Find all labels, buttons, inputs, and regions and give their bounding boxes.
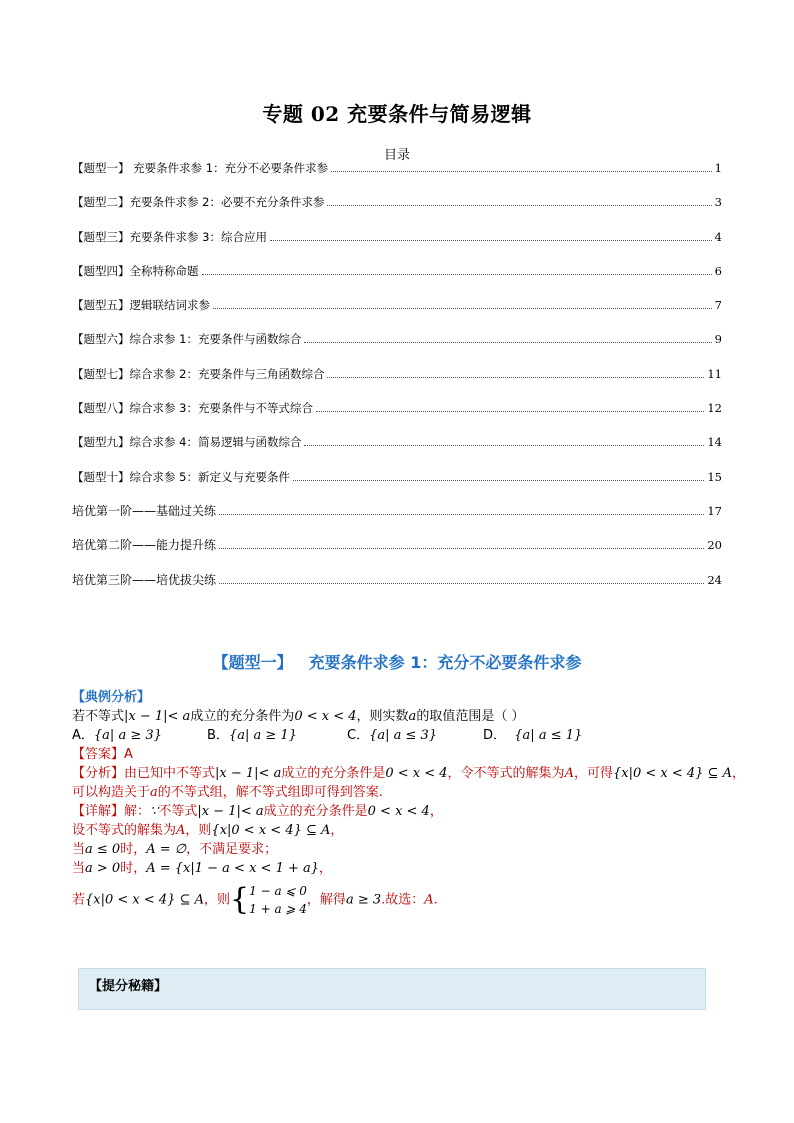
- detail-tag: 【详解】: [72, 804, 125, 819]
- detail-math: |x − 1|< a: [197, 804, 264, 819]
- toc-leader-dots: [304, 445, 704, 446]
- detail-text: ，: [319, 861, 333, 876]
- example-tag: 【典例分析】: [72, 690, 151, 705]
- toc-item[interactable]: [72, 432, 722, 466]
- toc-item-label: 【题型一】 充要条件求参 1：充分不必要条件求参: [72, 161, 329, 175]
- toc-item-page: 24: [707, 572, 722, 587]
- toc-item-page: 6: [714, 263, 722, 278]
- answer-tag: 【答案】: [72, 747, 125, 762]
- toc-leader-dots: [219, 514, 704, 515]
- system-line: 1 + a ⩾ 4: [249, 901, 307, 916]
- detail-math: A = {x|1 − a < x < 1 + a}: [146, 861, 320, 876]
- toc-item-label: 【题型二】充要条件求参 2：必要不充分条件求参: [72, 195, 325, 210]
- choice-letter: C．: [347, 728, 370, 743]
- question-math: |x − 1|< a: [124, 709, 191, 724]
- detail-math: a ≥ 3: [345, 892, 382, 908]
- choice-d: [483, 726, 623, 745]
- detail-text: 若: [72, 892, 86, 908]
- detail-text: ，: [429, 804, 443, 819]
- choice-a: [72, 726, 207, 745]
- inequality-system: [230, 880, 307, 920]
- analysis-text: ，令不等式的解集为: [447, 766, 565, 781]
- section-tag: 【题型一】: [212, 653, 293, 672]
- detail-math: {x|0 < x < 4} ⊆ A: [85, 892, 205, 908]
- detail-text: .故选：: [381, 892, 425, 908]
- detail-math: ∵: [150, 804, 159, 819]
- toc-item[interactable]: [72, 227, 722, 261]
- toc-item[interactable]: [72, 467, 722, 501]
- toc-item[interactable]: [72, 364, 722, 398]
- question-line: [72, 707, 732, 726]
- toc-leader-dots: [270, 240, 712, 241]
- detail-text: 设不等式的解集为: [72, 823, 177, 838]
- brace-symbol: {: [230, 881, 250, 917]
- toc-item[interactable]: [72, 261, 722, 295]
- toc-item-page: 7: [714, 298, 722, 313]
- detail-line-4: [72, 859, 732, 878]
- toc-item-page: 17: [707, 503, 722, 518]
- detail-line-3: [72, 840, 732, 859]
- choice-c: [347, 726, 483, 745]
- page-title: 专题 02 充要条件与简易逻辑: [262, 102, 532, 126]
- toc-item-label: 【题型六】综合求参 1：充要条件与函数综合: [72, 332, 302, 347]
- choice-text: {a| a ≥ 1}: [228, 728, 297, 743]
- toc-item-label: 【题型四】全称特称命题: [72, 263, 199, 278]
- choice-text: {a| a ≤ 3}: [369, 728, 438, 743]
- analysis-line-2: [72, 783, 732, 802]
- toc-item[interactable]: [72, 192, 722, 226]
- detail-math: 0 < x < 4: [367, 804, 430, 819]
- toc-leader-dots: [316, 411, 704, 412]
- toc-item[interactable]: [72, 501, 722, 535]
- toc-heading: 目录: [383, 148, 410, 163]
- analysis-text: ，可得: [573, 766, 613, 781]
- question-math: 0 < x < 4: [294, 709, 357, 724]
- analysis-text: ，: [731, 766, 745, 781]
- question-text: 成立的充分条件为: [190, 709, 295, 724]
- analysis-math: a: [150, 785, 158, 800]
- analysis-text: 的不等式组，解不等式组即可得到答案.: [157, 785, 383, 800]
- detail-line-2: [72, 821, 732, 840]
- detail-text: 解：: [124, 804, 151, 819]
- detail-math: a ≤ 0: [85, 842, 121, 857]
- toc-item-page: 15: [707, 469, 722, 484]
- toc-item-page: 20: [707, 538, 722, 553]
- toc-item-page: 3: [714, 195, 722, 210]
- analysis-math: {x|0 < x < 4} ⊆ A: [612, 766, 732, 781]
- analysis-text: 可以构造关于: [72, 785, 151, 800]
- analysis-tag: 【分析】: [72, 766, 125, 781]
- choice-letter: B．: [207, 728, 229, 743]
- example-content: [72, 688, 745, 920]
- analysis-math: |x − 1|< a: [215, 766, 282, 781]
- toc-leader-dots: [304, 342, 711, 343]
- section-title: [0, 650, 794, 673]
- detail-line-5: [72, 880, 732, 920]
- detail-math: A = ∅: [146, 842, 187, 857]
- toc-item[interactable]: [72, 398, 722, 432]
- toc-leader-dots: [327, 205, 711, 206]
- analysis-math: 0 < x < 4: [385, 766, 448, 781]
- question-text: 的取值范围是（ ）: [416, 709, 525, 724]
- detail-math: a > 0: [85, 861, 121, 876]
- toc-item-page: 14: [707, 435, 722, 450]
- analysis-line-1: [72, 764, 745, 783]
- section-title-text: 充要条件求参 1：充分不必要条件求参: [308, 653, 582, 672]
- detail-math: {x|0 < x < 4} ⊆ A: [211, 823, 331, 838]
- toc-item-label: 【题型十】综合求参 5：新定义与充要条件: [72, 469, 290, 484]
- toc-item-page: 11: [707, 366, 722, 381]
- detail-text: ，则: [185, 823, 212, 838]
- tip-box: [78, 968, 706, 1010]
- detail-text: ，解得: [306, 892, 346, 908]
- detail-text: 时，: [120, 842, 147, 857]
- toc-leader-dots: [293, 480, 704, 481]
- toc-leader-dots: [219, 583, 704, 584]
- question-text: ，则实数: [356, 709, 409, 724]
- toc-leader-dots: [213, 308, 712, 309]
- detail-text: 不等式: [158, 804, 198, 819]
- toc-leader-dots: [219, 548, 704, 549]
- toc-item-page: 9: [714, 332, 722, 347]
- answer-line: [72, 745, 732, 764]
- choice-b: [207, 726, 347, 745]
- toc-item-label: 【题型五】逻辑联结词求参: [72, 298, 210, 313]
- analysis-math: A: [564, 766, 574, 781]
- toc-item[interactable]: [72, 158, 722, 192]
- toc-leader-dots: [331, 171, 712, 172]
- detail-text: ，不满足要求；: [186, 842, 278, 857]
- choice-text: {a| a ≥ 3}: [93, 728, 162, 743]
- detail-text: 时，: [120, 861, 147, 876]
- detail-text: ，: [330, 823, 344, 838]
- toc-item-label: 【题型七】综合求参 2：充要条件与三角函数综合: [72, 366, 325, 381]
- toc-item[interactable]: [72, 535, 722, 569]
- choice-letter: D．: [483, 728, 507, 743]
- detail-text: ，则: [204, 892, 231, 908]
- detail-math: A.: [424, 892, 438, 908]
- table-of-contents: [72, 158, 722, 604]
- toc-item-page: 4: [714, 229, 722, 244]
- toc-leader-dots: [327, 377, 704, 378]
- toc-item-label: 培优第一阶——基础过关练: [72, 503, 217, 518]
- detail-text: 当: [72, 861, 86, 876]
- analysis-text: 由已知中不等式: [124, 766, 216, 781]
- question-math: a: [408, 709, 417, 724]
- toc-item-label: 【题型九】综合求参 4：简易逻辑与函数综合: [72, 435, 302, 450]
- toc-item-label: 培优第二阶——能力提升练: [72, 538, 217, 553]
- toc-item-page: 12: [707, 401, 722, 416]
- toc-item[interactable]: [72, 570, 722, 604]
- choice-letter: A．: [72, 728, 94, 743]
- toc-item[interactable]: [72, 295, 722, 329]
- detail-math: A: [176, 823, 186, 838]
- toc-item-label: 培优第三阶——培优拔尖练: [72, 572, 217, 587]
- tip-label: 【提分秘籍】: [89, 979, 168, 994]
- toc-item-label: 【题型八】综合求参 3：充要条件与不等式综合: [72, 401, 313, 416]
- toc-leader-dots: [202, 274, 712, 275]
- choice-text: {a| a ≤ 1}: [514, 728, 583, 743]
- toc-item[interactable]: [72, 329, 722, 363]
- toc-item-label: 【题型三】充要条件求参 3：综合应用: [72, 229, 267, 244]
- detail-text: 成立的充分条件是: [263, 804, 368, 819]
- detail-text: 当: [72, 842, 86, 857]
- analysis-text: 成立的充分条件是: [281, 766, 386, 781]
- question-text: 若不等式: [72, 709, 125, 724]
- toc-item-page: 1: [714, 161, 722, 175]
- choices-row: [72, 726, 732, 745]
- detail-line-1: [72, 802, 732, 821]
- answer-value: A: [124, 747, 133, 762]
- system-line: 1 − a ⩽ 0: [249, 883, 307, 898]
